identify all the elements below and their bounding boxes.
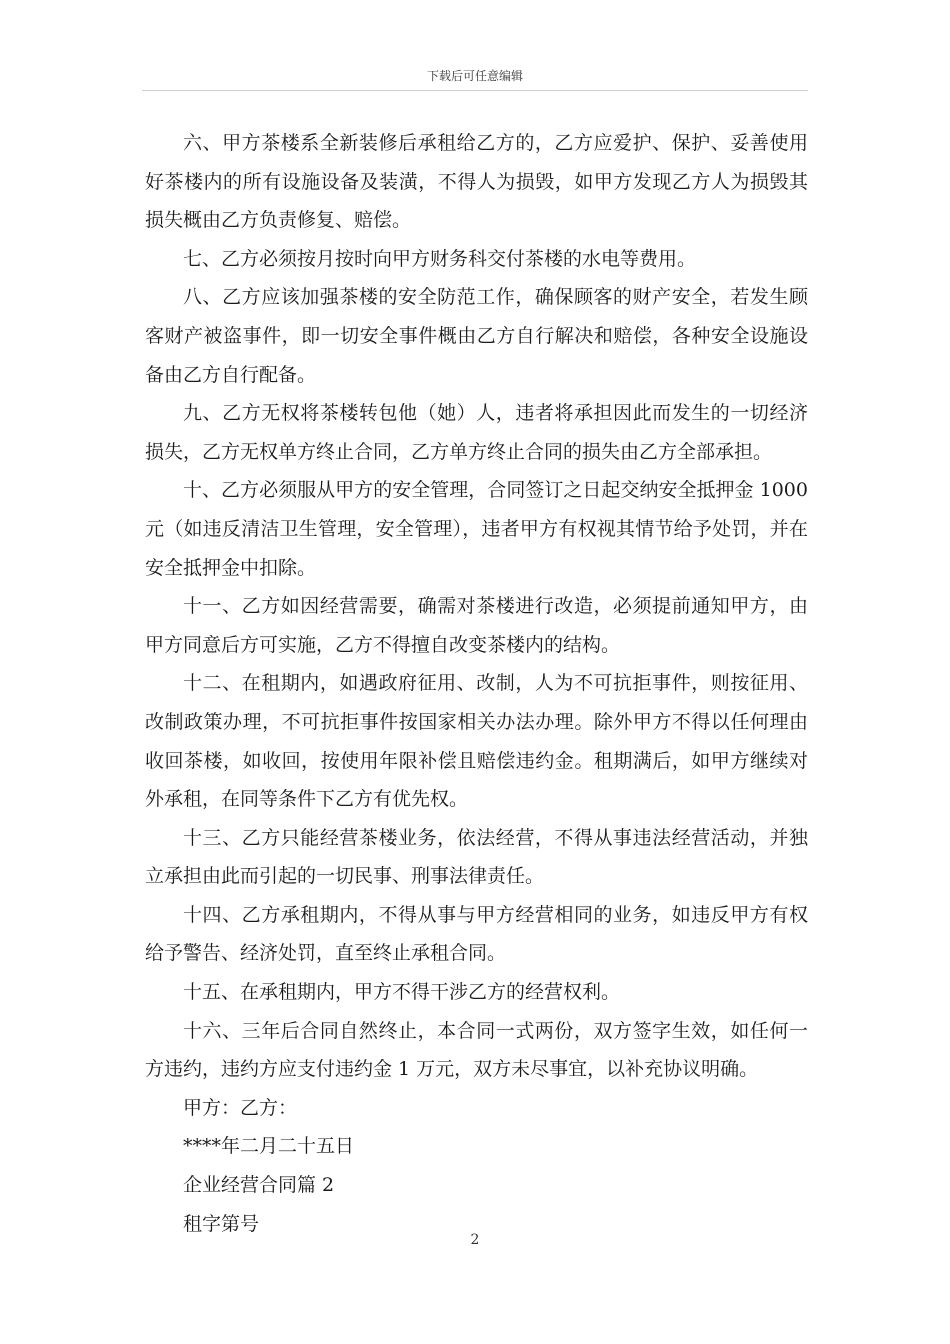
clause-11: 十一、乙方如因经营需要，确需对茶楼进行改造，必须提前通知甲方，由甲方同意后方可实施，乙方不得擅自改变茶楼内的结构。: [145, 595, 808, 656]
clause-7: 七、乙方必须按月按时向甲方财务科交付茶楼的水电等费用。: [183, 247, 697, 270]
header-divider: [142, 90, 808, 91]
document-body: [145, 124, 808, 1243]
clause-13: 十三、乙方只能经营茶楼业务，依法经营，不得从事违法经营活动，并独立承担由此而引起的一切民事、刑事法律责任。: [145, 826, 808, 888]
clause-15: 十五、在承租期内，甲方不得干涉乙方的经营权利。: [183, 981, 621, 1004]
section-title: 企业经营合同篇 2: [183, 1174, 335, 1197]
clause-6: 六、甲方茶楼系全新装修后承租给乙方的，乙方应爱护、保护、妥善使用好茶楼内的所有设施设备及装潢，不得人为损毁，如甲方发现乙方人为损毁其损失概由乙方负责修复、赔偿。: [145, 132, 808, 232]
signature-line: 甲方：乙方：: [183, 1096, 298, 1119]
page-header: 下载后可任意编辑: [426, 69, 523, 83]
clause-12: 十二、在租期内，如遇政府征用、改制，人为不可抗拒事件，则按征用、改制政策办理，不可抗拒事件按国家相关办法办理。除外甲方不得以任何理由收回茶楼，如收回，按使用年限补偿且赔偿违约金。租期满后，如甲方继续对外承租，在同等条件下乙方有优先权。: [145, 672, 808, 811]
clause-8: 八、乙方应该加强茶楼的安全防范工作，确保顾客的财产安全，若发生顾客财产被盗事件，即一切安全事件概由乙方自行解决和赔偿，各种安全设施设备由乙方自行配备。: [145, 286, 808, 386]
contract-number: 租字第号: [183, 1212, 260, 1235]
page-number: 2: [470, 1232, 480, 1248]
clause-9: 九、乙方无权将茶楼转包他（她）人，违者将承担因此而发生的一切经济损失，乙方无权单方终止合同，乙方单方终止合同的损失由乙方全部承担。: [145, 402, 808, 463]
date-line: ****年二月二十五日: [183, 1135, 355, 1158]
clause-14: 十四、乙方承租期内，不得从事与甲方经营相同的业务，如违反甲方有权给予警告、经济处罚，直至终止承租合同。: [145, 903, 808, 965]
clause-10: 十、乙方必须服从甲方的安全管理，合同签订之日起交纳安全抵押金 1000 元（如违反清洁卫生管理，安全管理），违者甲方有权视其情节给予处罚，并在安全抵押金中扣除。: [145, 479, 808, 579]
clause-16: 十六、三年后合同自然终止，本合同一式两份，双方签字生效，如任何一方违约，违约方应支付违约金 1 万元，双方未尽事宜，以补充协议明确。: [145, 1019, 808, 1081]
